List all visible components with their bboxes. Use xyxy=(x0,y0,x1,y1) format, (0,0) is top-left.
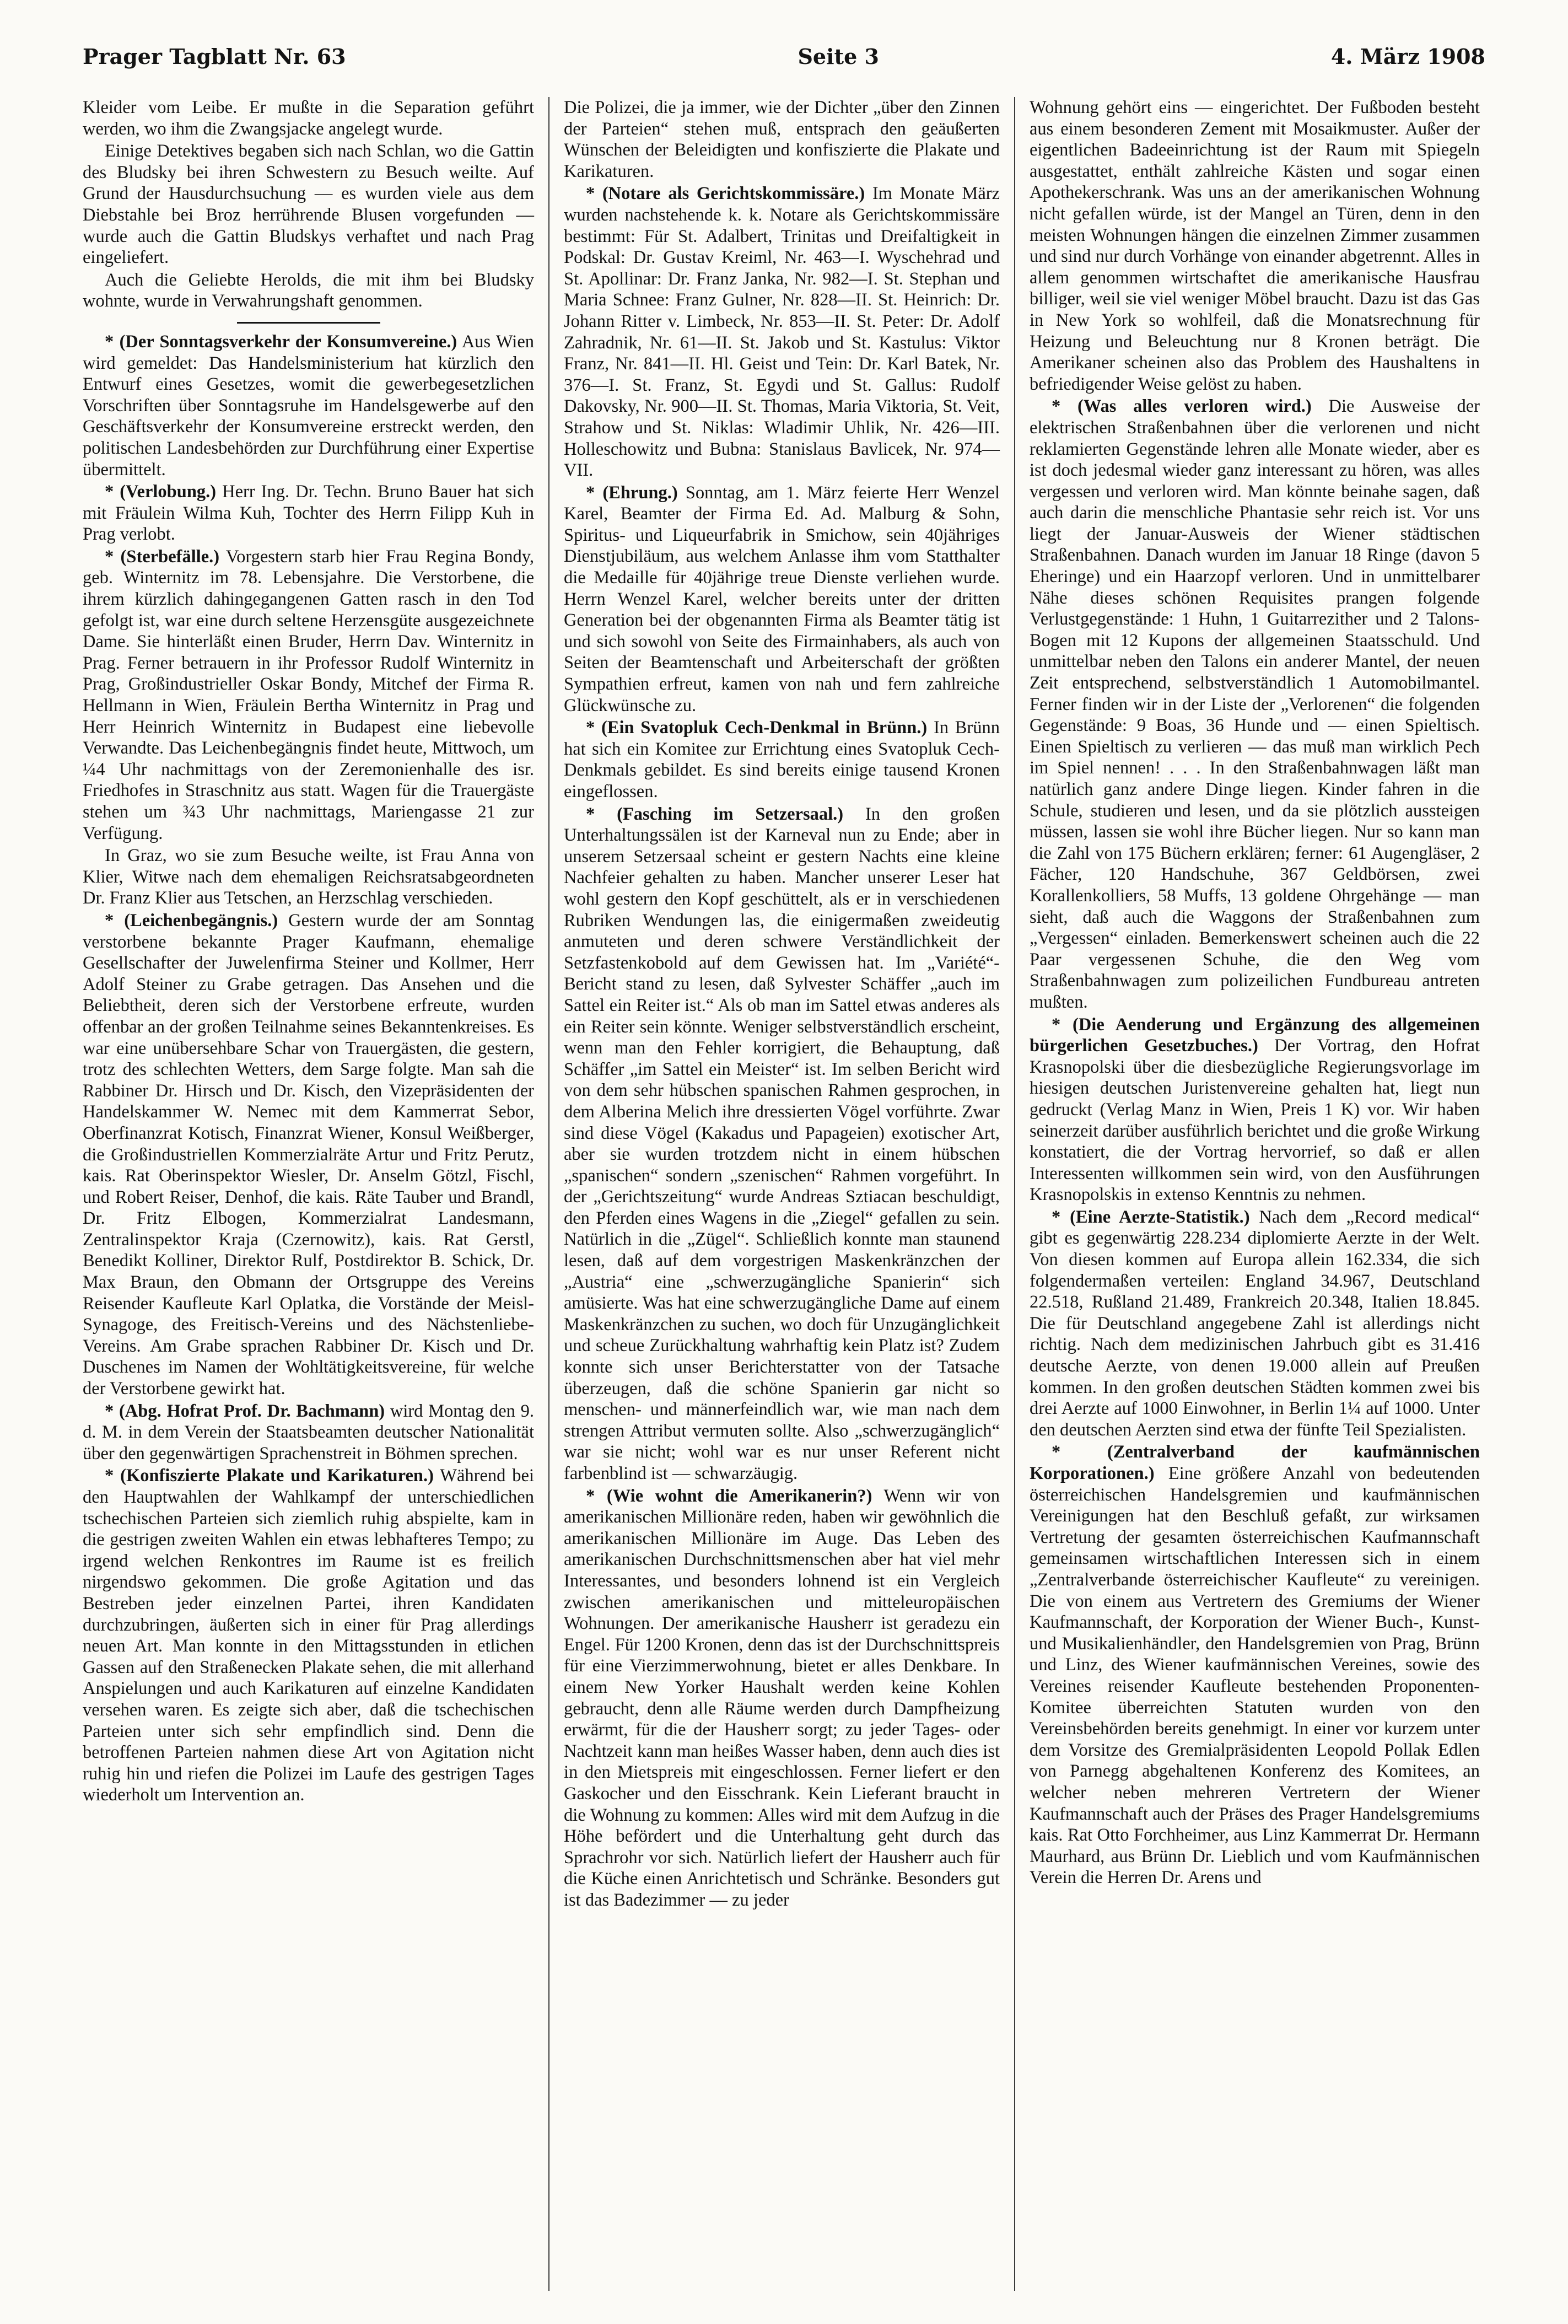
masthead-issue: Prager Tagblatt Nr. 63 xyxy=(83,44,346,69)
news-headline: * (Eine Aerzte-Statistik.) xyxy=(1052,1207,1250,1227)
news-item xyxy=(564,482,1000,717)
news-headline: * (Fasching im Setzersaal.) xyxy=(586,804,844,824)
news-headline: * (Ehrung.) xyxy=(586,482,678,503)
news-text: Vorgestern starb hier Frau Regina Bondy, geb. Winternitz im 78. Lebensjahre. Die Verstorbene, die ihrem kürzlich dahingegangenen Gatten rasch in den Tod gefolgt ist, war eine durch seltene Herzensgüte ausgezeichnete Dame. Sie hinterläßt einen Bruder, Herrn Dav. Winternitz in Prag. Ferner betrauern in ihr Professor Rudolf Winternitz in Prag, Großindustrieller Oskar Bondy, Mitchef der Firma R. Hellmann in Wien, Fräulein Bertha Winternitz in Prag und Herr Heinrich Winternitz in Budapest eine liebevolle Verwandte. Das Leichenbegängnis findet heute, Mittwoch, um ¼4 Uhr nachmittags von der Zeremonienhalle des isr. Friedhofes in Straschnitz aus statt. Wagen für die Trauergäste stehen um ¾3 Uhr nachmittags, Mariengasse 21 zur Verfügung. xyxy=(83,546,535,843)
news-headline: * (Der Sonntagsverkehr der Konsumvereine.) xyxy=(105,331,457,352)
news-item xyxy=(83,546,534,844)
news-text: Wenn wir von amerikanischen Millionäre reden, haben wir gewöhnlich die amerikanischen Millionäre im Auge. Das Leben des amerikanischen Durchschnittsmenschen aber hat viel mehr Interessantes, und besonders lohnend ist ein Vergleich zwischen amerikanischen und mitteleuropäischen Wohnungen. Der amerikanische Hausherr ist geradezu ein Engel. Für 1200 Kronen, denn das ist der Durchschnittspreis für eine Vierzimmerwohnung, bietet er alles Denkbare. In einem New Yorker Haushalt werden keine Kohlen gebraucht, denn alle Räume werden durch Dampfheizung erwärmt, für die der Hausherr sorgt; zu jeder Tages- oder Nachtzeit kann man heißes Wasser haben, denn auch dies ist in den Mietspreis mit eingeschlossen. Ferner liefert er den Gaskocher und den Eisschrank. Kein Lieferant braucht in die Wohnung zu kommen: Alles wird mit dem Aufzug in die Höhe befördert und die Unterhaltung geht durch das Sprachrohr vor sich. Natürlich liefert der Hausherr auch für die Küche einen Anrichtetisch und Schränke. Besonders gut ist das Badezimmer — zu jeder xyxy=(564,1486,1000,1910)
article-paragraph: Die Polizei, die ja immer, wie der Dichter „über den Zinnen der Parteien“ stehen muß, entsprach den geäußerten Wünschen der Beleidigten und konfiszierte die Plakate und Karikaturen. xyxy=(564,98,1000,181)
text-columns xyxy=(83,97,1485,2291)
article-paragraph: Wohnung gehört eins — eingerichtet. Der Fußboden besteht aus einem besonderen Zement mit Mosaikmuster. Außer der eigentlichen Badeeinrichtung ist der Raum mit Spiegeln ausgestattet, enthält zahlreiche Kästen und sogar einen Apothekerschrank. Was uns an der amerikanischen Wohnung nicht gefallen würde, ist der Mangel an Türen, denn in den meisten Wohnungen hängen die einzelnen Zimmer zusammen und sind nur durch Vorhänge von einander abgetrennt. Alles in allem genommen wirtschaftet die amerikanische Hausfrau billiger, weil sie viel weniger Möbel braucht. Dazu ist das Gas in New York so wohlfeil, daß die Monatsrechnung für Heizung und Beleuchtung nur 8 Kronen beträgt. Die Amerikaner scheinen also das Problem des Haushaltens in befriedigender Weise gelöst zu haben. xyxy=(1030,98,1480,394)
news-headline: * (Abg. Hofrat Prof. Dr. Bachmann) xyxy=(105,1401,385,1421)
article-paragraph: Einige Detektives begaben sich nach Schlan, wo die Gattin des Bludsky bei ihren Schwestern zu Besuch weilte. Auf Grund der Hausdurchsuchung — es wurden viele aus dem Diebstahle bei Broz herrührende Blusen vorgefunden — wurde auch die Gattin Bludskys verhaftet und nach Prag eingeliefert. xyxy=(83,141,534,268)
article-paragraph: Kleider vom Leibe. Er mußte in die Separation geführt werden, wo ihm die Zwangsjacke angelegt wurde. xyxy=(83,98,534,139)
news-headline: * (Verlobung.) xyxy=(105,482,217,502)
news-headline: * (Sterbefälle.) xyxy=(105,546,220,567)
news-item xyxy=(1030,1014,1480,1206)
article-paragraph: Auch die Geliebte Herolds, die mit ihm bei Bludsky wohnte, wurde in Verwahrungshaft genommen. xyxy=(83,270,534,311)
news-text: Eine größere Anzahl von bedeutenden österreichischen Handelsgremien und kaufmännischen Vereinigungen hat den Beschluß gefaßt, zur wirksamen Vertretung der gesamten österreichischen Kaufmannschaft gemeinsamen wirtschaftlichen Interessen sich in einem „Zentralverbande österreichischer Kaufleute“ zu vereinigen. Die von einem aus Vertretern des Gremiums der Wiener Kaufmannschaft, der Korporation der Wiener Buch-, Kunst- und Musikalienhändler, den Handelsgremien von Prag, Brünn und Linz, des Wiener kaufmännischen Vereines, sowie des Vereines reisender Kaufleute bestehenden Proponenten-Komitee überreichten Statuten wurden von den Vereinsbehörden bereits genehmigt. In einer vor kurzem unter dem Vorsitze des Gremialpräsidenten Leopold Pollak Edlen von Parnegg abgehaltenen Konferenz des Komitees, an welcher neben mehreren Vertretern der Wiener Kaufmannschaft auch der Präses des Prager Handelsgremiums kais. Rat Otto Forchheimer, aus Linz Kammerrat Dr. Hermann Maurhard, aus Brünn Dr. Lieblich und vom Kaufmännischen Verein die Herren Dr. Arens und xyxy=(1030,1464,1480,1888)
news-text: wird Montag den 9. d. M. in dem Verein der Staatsbeamten deutscher Nationalität über den gegenwärtigen Sprachenstreit in Böhmen sprechen. xyxy=(83,1401,535,1464)
news-item xyxy=(564,183,1000,481)
news-headline: * (Wie wohnt die Amerikanerin?) xyxy=(586,1486,872,1506)
news-item xyxy=(83,331,534,480)
news-text: In Brünn hat sich ein Komitee zur Errichtung eines Svatopluk Cech-Denkmals gebildet. Es sind bereits einige tausend Kronen eingeflossen. xyxy=(564,718,1000,801)
news-text: Nach dem „Record medical“ gibt es gegenwärtig 228.234 diplomierte Aerzte in der Welt. Von diesen kommen auf Europa allein 162.334, die sich folgendermaßen verteilen: England 34.967, Deutschland 22.518, Rußland 21.489, Frankreich 20.348, Italien 18.845. Die für Deutschland angegebene Zahl ist allerdings nicht richtig. Nach dem medizinischen Jahrbuch gibt es 31.416 deutsche Aerzte, von denen 19.000 allein auf Preußen kommen. In den großen deutschen Städten kommen zwei bis drei Aerzte auf 1000 Einwohner, in Berlin 1¼ auf 1000. Unter den deutschen Aerzten sind etwa der fünfte Teil Spezialisten. xyxy=(1030,1207,1480,1440)
news-text: Herr Ing. Dr. Techn. Bruno Bauer hat sich mit Fräulein Wilma Kuh, Tochter des Herrn Filipp Kuh in Prag verlobt. xyxy=(83,482,535,545)
news-headline: * (Zentralverband der kaufmännischen Korporationen.) xyxy=(1030,1442,1480,1483)
section-divider xyxy=(237,322,380,324)
news-item xyxy=(83,1401,534,1465)
news-item xyxy=(83,1465,534,1806)
column-2 xyxy=(548,97,1014,2291)
news-item xyxy=(564,717,1000,802)
news-text: Der Vortrag, den Hofrat Krasnopolski über die diesbezügliche Regierungsvorlage im hiesigen deutschen Juristenvereine gehalten hat, liegt nun gedruckt (Verlag Manz in Wien, Preis 1 K) vor. Wir haben seinerzeit darüber ausführlich berichtet und die große Wirkung konstatiert, die der Vortrag hervorrief, so daß er allen Interessenten willkommen sein wird, von den Ausführungen Krasnopolskis in extenso Kenntnis zu nehmen. xyxy=(1030,1036,1480,1205)
news-text: Aus Wien wird gemeldet: Das Handelsministerium hat kürzlich den Entwurf eines Gesetzes, womit die gewerbegesetzlichen Vorschriften über Sonntagsruhe im Handelsgewerbe auf den Geschäftsverkehr der Konsumvereine erstreckt werden, den politischen Landesbehörden zur Durchführung einer Expertise übermittelt. xyxy=(83,331,535,480)
news-text: Während bei den Hauptwahlen der Wahlkampf der unterschiedlichen tschechischen Parteien sich ziemlich ruhig abspielte, kam in die gestrigen zweiten Wahlen ein etwas lebhafteres Tempo; zu irgend welchen Renkontres im Raume ist es freilich nirgendswo gekommen. Die große Agitation und das Bestreben jeder einzelnen Partei, ihren Kandidaten durchzubringen, äußerten sich in einer für Prag allerdings neuen Art. Man konnte in den Mittagsstunden in etlichen Gassen auf den Straßenecken Plakate sehen, die mit allerhand Anspielungen und auch Karikaturen auf einzelne Kandidaten versehen waren. Es zeigte sich aber, daß die tschechischen Parteien unter sich sehr empfindlich sind. Denn die betroffenen Parteien nahmen diese Art von Agitation nicht ruhig hin und riefen die Polizei im Laufe des gestrigen Tages wiederholt um Intervention an. xyxy=(83,1466,535,1805)
news-text: Die Ausweise der elektrischen Straßenbahnen über die verlorenen und nicht reklamierten Gegenstände lehren alle Monate wieder, aber es ist doch jedesmal wieder ganz interessant zu hören, was alles vergessen und verloren wird. Man könnte beinahe sagen, daß auch darin die menschliche Phantasie sehr reich ist. Vor uns liegt der Januar-Ausweis der Wiener städtischen Straßenbahnen. Danach wurden im Januar 18 Ringe (davon 5 Eheringe) und ein Haarzopf verloren. Und in unmittelbarer Nähe dieses schönen Requisites prangen folgende Verlustgegenstände: 1 Huhn, 1 Guitarrezither und 2 Talons-Bogen mit 12 Kupons der allgemeinen Staatsschuld. Und unmittelbar neben den Talons ein anderer Mantel, der neuen Zeit entsprechend, selbstverständlich 1 Automobilmantel. Ferner finden wir in der Liste der „Verlorenen“ die folgenden Gegenstände: 9 Boas, 36 Hunde und — einen Spieltisch. Einen Spieltisch zu verlieren — das muß man wirklich Pech im Spiel nennen! . . . In den Straßenbahnwagen läßt man natürlich ganz andere Dinge liegen. Kinder fahren in die Schule, studieren und lesen, und da sie plötzlich aussteigen müssen, lassen sie wohl ihre Bücher liegen. Nur so kann man die Zahl von 175 Büchern erklären; ferner: 61 Augengläser, 2 Fächer, 120 Handschuhe, 367 Geldbörsen, zwei Korallenkolliers, 58 Muffs, 13 goldene Ohrgehänge — man sieht, daß auch die Waggons der Straßenbahnen zum „Vergessen“ einladen. Bemerkenswert scheinen auch die 22 Paar vergessenen Schuhe, die den Weg vom Straßenbahnwagen zum polizeilichen Fundbureau antreten mußten. xyxy=(1030,396,1480,1012)
column-3 xyxy=(1014,97,1480,2291)
news-item xyxy=(83,481,534,545)
issue-date: 4. März 1908 xyxy=(1330,44,1485,69)
news-text: Im Monate März wurden nachstehende k. k. Notare als Gerichtskommissäre bestimmt: Für St. Adalbert, Trinitas und Dreifaltigkeit in Podskal: Dr. Gustav Kreiml, Nr. 463—I. Wyschehrad und St. Apollinar: Dr. Franz Janka, Nr. 982—I. St. Stephan und Maria Schnee: Franz Gulner, Nr. 828—II. St. Heinrich: Dr. Johann Ritter v. Limbeck, Nr. 853—II. St. Peter: Dr. Adolf Zahradnik, Nr. 61—II. St. Jakob und St. Kastulus: Viktor Franz, Nr. 841—II. Hl. Geist und Tein: Dr. Karl Batek, Nr. 376—I. St. Franz, St. Egydi und St. Gallus: Rudolf Dakovsky, Nr. 900—II. St. Thomas, Maria Viktoria, St. Veit, Strahow und St. Niklas: Wladimir Uhlik, Nr. 426—III. Holleschowitz und Bubna: Stanislaus Bavlicek, Nr. 974—VII. xyxy=(564,184,1000,481)
news-text: In den großen Unterhaltungssälen ist der Karneval nun zu Ende; aber in unserem Setzersaal scheint er gestern Nachts eine kleine Nachfeier gehalten zu haben. Mancher unserer Leser hat wohl gestern den Kopf geschüttelt, als er in verschiedenen Rubriken Wendungen las, die einigermaßen zweideutig anmuteten und deren schwere Verständlichkeit der Setzfastenkobold auf dem Gewissen hat. Im „Variété“-Bericht stand zu lesen, daß Sylvester Schäffer „auch im Sattel ein Reiter ist.“ Als ob man im Sattel etwas anderes als ein Reiter sein könnte. Weniger selbstverständlich erscheint, wenn man den Fehler korrigiert, die Behauptung, daß Schäffer „im Sattel ein Meister“ ist. Im selben Bericht wird von dem sehr hübschen spanischen Rahmen gesprochen, in dem Alberina Melich ihre dressierten Vögel vorführte. Zwar sind diese Vögel (Kakadus und Papageien) exotischer Art, aber sie wurden trotzdem nicht in einem hübschen „spanischen“ sondern „szenischen“ Rahmen vorgeführt. In der „Gerichtszeitung“ wurde Andreas Sztiacan beschuldigt, den Pferden eines Wagens in die „Ziegel“ gefallen zu sein. Natürlich in die „Zügel“. Schließlich konnte man staunend lesen, daß auf dem vorgestrigen Maskenkränzchen der „Austria“ eine „schwerzugängliche Spanierin“ sich amüsierte. Was hat eine schwerzugängliche Dame auf einem Maskenkränzchen zu suchen, wo doch für Unzugänglichkeit und scheue Zurückhaltung wahrhaftig kein Platz ist? Zudem konnte sich unser Berichterstatter von der Tatsache überzeugen, daß die schöne Spanierin gar nicht so menschen- und männerfeindlich war, wie man nach dem strengen Attribut vermuten sollte. Also „schwerzugänglich“ war sie nicht; wohl war es nur unser Referent nicht farbenblind ist — schwarzäugig. xyxy=(564,804,1000,1483)
news-item xyxy=(564,804,1000,1484)
news-headline: * (Ein Svatopluk Cech-Denkmal in Brünn.) xyxy=(586,718,928,738)
news-item xyxy=(83,910,534,1400)
news-headline: * (Leichenbegängnis.) xyxy=(105,910,278,930)
article-paragraph: In Graz, wo sie zum Besuche weilte, ist Frau Anna von Klier, Witwe nach dem ehemaligen Reichsratsabgeordneten Dr. Franz Klier aus Tetschen, an Herzschlag verschieden. xyxy=(83,846,534,908)
news-item xyxy=(564,1486,1000,1911)
news-headline: * (Die Aenderung und Ergänzung des allgemeinen bürgerlichen Gesetzbuches.) xyxy=(1030,1014,1480,1056)
page-header xyxy=(83,44,1485,94)
news-headline: * (Was alles verloren wird.) xyxy=(1052,396,1312,417)
news-text: Sonntag, am 1. März feierte Herr Wenzel Karel, Beamter der Firma Ed. Ad. Malburg & Sohn, Spiritus- und Liqueurfabrik in Smichow, sein 40jähriges Dienstjubiläum, aus welchem Anlasse ihm vom Statthalter die Medaille für 40jährige treue Dienste verliehen wurde. Herrn Wenzel Karel, welcher bereits unter der dritten Generation bei der obgenannten Firma als Beamter tätig ist und sich sowohl von Seite des Firmainhabers, als auch von Seiten der Beamtenschaft und Arbeiterschaft der größten Sympathien erfreut, kamen von nah und fern zahlreiche Glückwünsche zu. xyxy=(564,482,1000,716)
column-1 xyxy=(83,97,548,2291)
news-headline: * (Notare als Gerichtskommissäre.) xyxy=(586,184,865,204)
news-text: Gestern wurde der am Sonntag verstorbene bekannte Prager Kaufmann, ehemalige Gesellschafter der Juwelenfirma Steiner und Kollmer, Herr Adolf Steiner zu Grabe getragen. Das Ansehen und die Beliebtheit, deren sich der Verstorbene erfreute, wurden offenbar an der großen Teilnahme seines Bekanntenkreises. Es war eine unübersehbare Schar von Trauergästen, die gestern, trotz des schlechten Wetters, dem Sarge folgte. Man sah die Rabbiner Dr. Hirsch und Dr. Kisch, den Vizepräsidenten der Handelskammer W. Nemec mit dem Kammerrat Sebor, Oberfinanzrat Kotisch, Finanzrat Wiener, Konsul Weißberger, die Großindustriellen Kommerzialräte Artur und Fritz Perutz, kais. Rat Oberinspektor Wiesler, Dr. Anselm Götzl, Fischl, und Robert Reiser, Denhof, die kais. Räte Tauber und Brandl, Dr. Fritz Elbogen, Kommerzialrat Landesmann, Zentralinspektor Kraja (Czernowitz), kais. Rat Gerstl, Benedikt Kolliner, Direktor Rulf, Postdirektor B. Schick, Dr. Max Braun, den Obmann der Ortsgruppe des Vereins Reisender Kaufleute Karl Oplatka, die Vorstände der Meisl-Synagoge, des Freitisch-Vereins und des Nächstenliebe-Vereins. Am Grabe sprachen Rabbiner Dr. Kisch und Dr. Duschenes im Namen der Wohltätigkeitsvereine, für welche der Verstorbene gewirkt hat. xyxy=(83,910,534,1399)
page-number: Seite 3 xyxy=(798,44,879,69)
news-item xyxy=(1030,1441,1480,1888)
news-item xyxy=(1030,396,1480,1013)
news-item xyxy=(1030,1207,1480,1441)
news-headline: * (Konfiszierte Plakate und Karikaturen.) xyxy=(105,1466,434,1486)
